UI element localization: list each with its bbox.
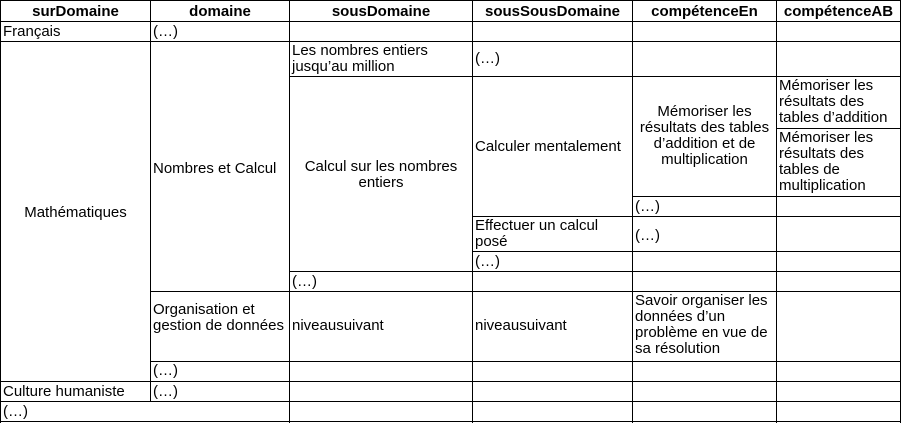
header-soussousdomaine[interactable]: sousSousDomaine (484, 3, 621, 20)
cell-competence-en-tables[interactable]: Mémoriser les résultats des tables d’addition et de multiplication (639, 104, 774, 168)
cell-nombres-et-calcul[interactable]: Nombres et Calcul (153, 161, 277, 177)
cell-competence-ab-multiplication[interactable]: Mémoriser les résultats des tables de multiplication (779, 130, 878, 194)
cell-surdomaine-more[interactable]: (…) (3, 403, 28, 420)
cell-nombres-jusqu-au-million[interactable]: Les nombres entiers jusqu’au million (292, 43, 433, 75)
cell-organisation-gestion[interactable]: Organisation et gestion de données (153, 302, 284, 334)
cell-competence-en-more[interactable]: (…) (635, 199, 660, 215)
cell-effectuer-calcul-pose[interactable]: Effectuer un calcul posé (475, 218, 603, 250)
header-competence-ab[interactable]: compétenceAB (783, 3, 894, 20)
cell-culture-domaine[interactable]: (…) (153, 383, 178, 400)
cell-organisation-competence-en[interactable]: Savoir organiser les données d’un problème en vue de sa résolution (635, 293, 772, 357)
cell-francais[interactable]: Français (3, 23, 61, 40)
cell-culture-humaniste[interactable]: Culture humaniste (3, 383, 125, 400)
cell-organisation-sousdomaine[interactable]: niveausuivant (292, 318, 384, 334)
header-sousdomaine[interactable]: sousDomaine (331, 3, 431, 20)
cell-domaine-more[interactable]: (…) (153, 363, 178, 379)
cell-francais-domaine[interactable]: (…) (153, 23, 178, 40)
cell-mathematiques[interactable]: Mathématiques (24, 205, 127, 221)
header-surdomaine[interactable]: surDomaine (32, 3, 119, 20)
cell-soussousdomaine-more[interactable]: (…) (475, 254, 500, 270)
cell-competence-en-pose[interactable]: (…) (635, 228, 660, 244)
cell-competence-ab-addition[interactable]: Mémoriser les résultats des tables d’addition (779, 78, 888, 126)
cell-organisation-soussousdomaine[interactable]: niveausuivant (475, 318, 567, 334)
cell-million-soussousdomaine[interactable]: (…) (475, 51, 500, 67)
header-competence-en[interactable]: compétenceEn (651, 3, 758, 20)
cell-sousdomaine-more[interactable]: (…) (292, 274, 317, 290)
cell-calculer-mentalement[interactable]: Calculer mentalement (475, 139, 621, 155)
cell-calcul-sur-nombres-entiers[interactable]: Calcul sur les nombres entiers (304, 159, 462, 191)
header-domaine[interactable]: domaine (189, 3, 251, 20)
